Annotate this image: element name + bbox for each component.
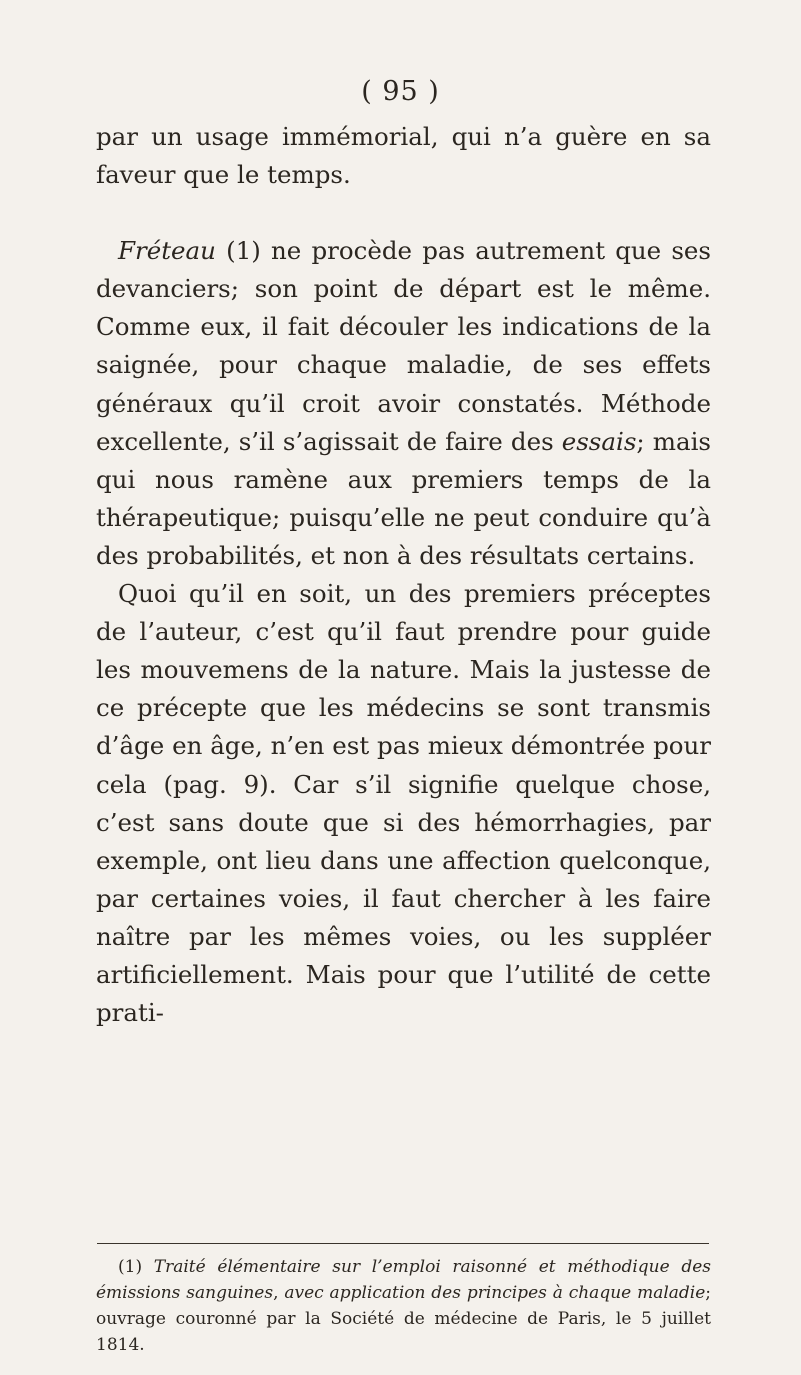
footnote-subtitle: avec application des principes à chaque maladie <box>284 1283 706 1303</box>
page-number: ( 95 ) <box>361 76 440 107</box>
footnote <box>96 1254 711 1358</box>
footnote-separator: , <box>273 1283 285 1303</box>
paragraph-freteau <box>96 232 711 575</box>
emphasis-essais: essais <box>561 426 637 456</box>
paragraph-continuation: par un usage immémorial, qui n’a guère en sa faveur que le temps. <box>96 122 711 190</box>
footnote-details: ; ouvrage couronné par la Société de médecine de Paris, le 5 juillet 1814. <box>96 1283 712 1355</box>
footnote-title: Traité élémentaire sur l’emploi raisonné et méthodique des émissions sanguines <box>96 1257 711 1303</box>
footnote-marker: (1) <box>118 1257 154 1277</box>
paragraph-text-a: ne procède pas autrement que ses devanciers; son point de départ est le même. Comme eux, il fait découler les indications de la saignée, pour chaque maladie, de ses effets généraux qu’il croit avoir constatés. Méthode excellente, s’il s’agissait de faire des <box>96 236 711 456</box>
footnote-reference: (1) <box>215 236 261 266</box>
author-name: Fréteau <box>118 236 216 266</box>
body-text <box>96 118 711 1032</box>
paragraph-quoi: Quoi qu’il en soit, un des premiers préceptes de l’auteur, c’est qu’il faut prendre pour guide les mouvemens de la nature. Mais la justesse de ce précepte que les médecins se sont transmis d’âge en âge, n’en est pas mieux démontrée pour cela (pag. 9). Car s’il signifie quelque chose, c’est sans doute que si des hémorrhagies, par exemple, ont lieu dans une affection quelconque, par certaines voies, il faut chercher à les faire naître par les mêmes voies, ou les suppléer artificiellement. Mais pour que l’utilité de cette prati- <box>96 579 711 1028</box>
footnote-divider <box>97 1243 709 1244</box>
footnote-text <box>96 1254 711 1358</box>
paragraph-text-b: ; mais qui nous ramène aux premiers temps de la thérapeutique; puisqu’elle ne peut conduire qu’à des probabilités, et non à des résultats certains. <box>96 426 711 570</box>
